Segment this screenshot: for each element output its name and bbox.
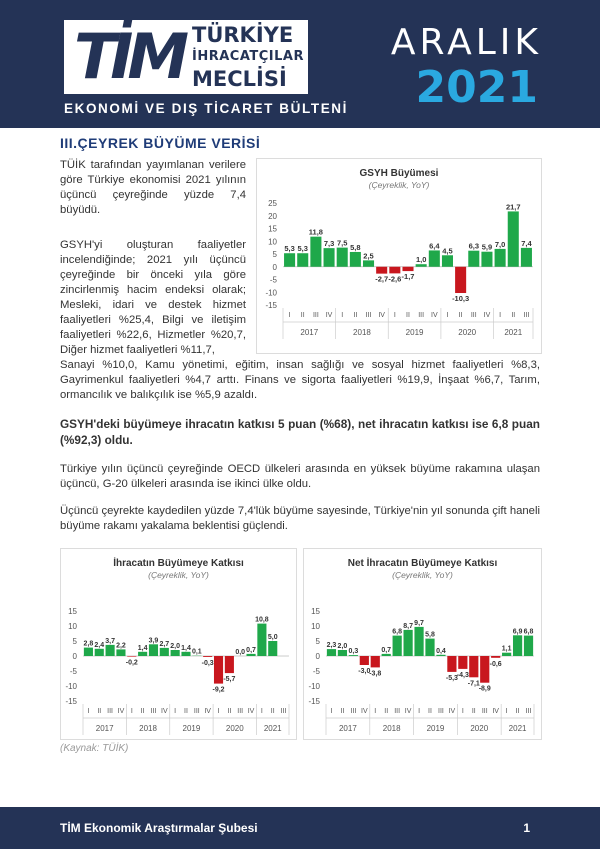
data-label: 8,7 (403, 622, 413, 630)
data-label: 5,3 (297, 244, 308, 254)
bar (502, 653, 511, 656)
data-label: -4,3 (456, 671, 469, 679)
gdp-growth-plot (257, 159, 541, 353)
quarter-label: II (406, 312, 410, 319)
data-label: -7,1 (467, 680, 480, 688)
paragraph-outlook: Üçüncü çeyrekte kaydedilen yüzde 7,4'lük büyüme sayesinde, Türkiye'nin yıl sonunda çift haneli büyüme rakamı yakalama beklentisi güçlendi. (60, 505, 540, 532)
y-tick-label: -10 (308, 682, 320, 691)
quarter-label: IV (361, 708, 368, 715)
y-tick-label: 15 (268, 224, 277, 234)
data-label: 6,3 (468, 241, 480, 251)
issue-year: 2021 (415, 62, 538, 113)
bar (442, 255, 453, 266)
y-tick-label: -5 (312, 667, 320, 676)
quarter-label: III (280, 708, 287, 715)
quarter-label: I (217, 708, 220, 715)
bar (404, 630, 413, 656)
quarter-label: I (461, 708, 464, 715)
bar (360, 656, 369, 665)
footer-bar (0, 807, 600, 849)
gdp-growth-chart (256, 158, 542, 354)
quarter-label: II (300, 312, 305, 319)
data-label: 6,4 (429, 241, 440, 251)
data-label: 5,8 (350, 242, 361, 252)
data-label: 0,7 (381, 646, 392, 654)
data-label: -2,6 (388, 274, 402, 284)
y-tick-label: -5 (69, 667, 77, 676)
quarter-label: II (184, 708, 188, 715)
bar (376, 267, 387, 274)
bar (481, 252, 492, 267)
data-label: 7,3 (323, 239, 335, 249)
quarter-label: IV (117, 708, 125, 715)
quarter-label: I (499, 312, 502, 319)
bar (138, 652, 147, 656)
year-label: 2017 (338, 724, 357, 733)
data-label: 11,8 (308, 227, 323, 237)
quarter-label: II (227, 708, 232, 715)
quarter-label: IV (431, 312, 438, 319)
bar (95, 649, 104, 656)
bar (495, 249, 506, 267)
tim-logo (64, 20, 308, 94)
bar (371, 656, 380, 667)
data-label: 2,0 (170, 643, 181, 650)
chart-title: İhracatın Büyümeye Katkısı (113, 558, 244, 569)
bar (468, 251, 479, 267)
net-export-contribution-plot (304, 549, 541, 739)
quarter-label: II (140, 708, 145, 715)
year-label: 2018 (353, 328, 371, 337)
y-tick-label: 25 (268, 199, 277, 208)
quarter-label: III (107, 708, 114, 715)
bar (214, 656, 223, 684)
quarter-label: II (428, 708, 432, 715)
year-label: 2017 (95, 724, 114, 733)
bar (414, 627, 423, 656)
data-label: 1,4 (137, 644, 148, 652)
export-contribution-plot (61, 549, 296, 739)
chart-subtitle: (Çeyreklik, YoY) (368, 180, 430, 190)
y-tick-label: 5 (72, 637, 77, 646)
quarter-label: III (150, 708, 157, 715)
quarter-label: III (438, 708, 444, 715)
bar (338, 650, 347, 656)
bar (425, 639, 434, 656)
data-label: 1,1 (501, 645, 512, 653)
quarter-label: IV (404, 708, 412, 715)
bar (491, 656, 500, 658)
y-tick-label: -5 (269, 275, 277, 285)
data-label: -2,7 (375, 274, 389, 284)
data-label: -3,0 (358, 668, 371, 675)
data-label: 6,9 (512, 628, 523, 636)
quarter-label: II (458, 312, 463, 319)
data-label: 2,4 (94, 641, 105, 649)
data-label: 3,9 (148, 637, 159, 645)
y-tick-label: 0 (315, 652, 320, 661)
data-label: 2,8 (83, 640, 94, 648)
data-label: 0,3 (348, 648, 359, 656)
data-label: 2,0 (337, 643, 348, 650)
bar (149, 644, 158, 656)
header-banner (0, 0, 600, 128)
y-tick-label: 0 (272, 262, 277, 272)
bar (84, 648, 93, 656)
quarter-label: IV (204, 708, 211, 715)
bar (447, 656, 456, 672)
data-label: 3,7 (105, 637, 115, 645)
quarter-label: III (312, 312, 319, 319)
quarter-label: IV (378, 312, 385, 319)
y-tick-label: 10 (268, 237, 277, 247)
data-label: 6,8 (392, 628, 403, 636)
bar (160, 648, 169, 656)
year-label: 2018 (382, 724, 401, 733)
quarter-label: I (393, 312, 396, 319)
quarter-label: II (511, 312, 516, 319)
quarter-label: IV (325, 312, 333, 319)
data-label: 0,7 (246, 646, 256, 654)
data-label: -1,7 (401, 272, 415, 282)
quarter-label: IV (161, 708, 168, 715)
bar (171, 650, 180, 656)
quarter-label: I (288, 312, 291, 319)
data-label: 5,3 (284, 244, 295, 254)
y-tick-label: -15 (308, 697, 320, 706)
data-label: 1,0 (415, 255, 427, 265)
bar (106, 645, 115, 656)
source-note: (Kaynak: TÜİK) (60, 743, 129, 754)
y-tick-label: 10 (311, 622, 320, 631)
data-label: 2,2 (116, 642, 126, 650)
data-label: 5,0 (267, 634, 278, 641)
bar (181, 652, 190, 656)
quarter-label: II (270, 708, 275, 715)
bar (524, 636, 533, 656)
y-tick-label: 15 (68, 607, 77, 616)
year-label: 2019 (426, 724, 445, 733)
export-contribution-chart (60, 548, 297, 740)
quarter-label: III (350, 708, 357, 715)
bar (436, 655, 445, 656)
y-tick-label: -15 (65, 697, 77, 706)
bar (327, 649, 336, 656)
data-label: 5,9 (481, 242, 493, 252)
quarter-label: II (97, 708, 102, 715)
data-label: 5,8 (425, 631, 435, 639)
quarter-label: I (418, 708, 421, 715)
data-label: -10,3 (452, 294, 470, 304)
y-tick-label: 20 (268, 211, 277, 221)
bar (337, 248, 348, 267)
bar (324, 248, 335, 267)
data-label: -0,2 (125, 659, 138, 667)
logo-line-1: TÜRKİYE (192, 23, 294, 47)
data-label: -5,3 (445, 674, 458, 682)
paragraph-export-contribution: GSYH'deki büyümeye ihracatın katkısı 5 puan (%68), net ihracatın katkısı ise 6,8 puan (%92,3) oldu. (60, 417, 540, 447)
quarter-label: III (481, 708, 488, 715)
footer-text: TİM Ekonomik Araştırmalar Şubesi (60, 821, 258, 835)
quarter-label: III (525, 708, 532, 715)
bar (284, 253, 295, 267)
year-label: 2021 (508, 724, 527, 733)
quarter-label: I (260, 708, 263, 715)
data-label: 0,1 (191, 648, 202, 656)
bar (297, 253, 308, 267)
data-label: -3,8 (369, 670, 382, 678)
chart-title: Net İhracatın Büyümeye Katkısı (347, 558, 498, 569)
bulletin-subtitle: EKONOMİ VE DIŞ TİCARET BÜLTENİ (64, 101, 349, 116)
y-tick-label: -15 (265, 301, 277, 310)
year-label: 2019 (405, 328, 424, 337)
page-number: 1 (523, 821, 530, 835)
quarter-label: II (340, 708, 345, 715)
quarter-label: III (237, 708, 244, 715)
y-tick-label: -10 (65, 682, 77, 691)
bar (382, 654, 391, 656)
bar (521, 248, 532, 267)
data-label: -0,6 (489, 660, 502, 668)
paragraph-activities-b: Sanayi %10,0, Kamu yönetimi, eğitim, insan sağlığı ve sosyal hizmet faaliyetleri %8,3, Gayrimenkul faaliyetleri %4,7 arttı. Finans ve sigorta faaliyetleri %19,9, İnşaat %6,7, Tarım, ormancılık ve balıkçılık ise %5,9 azaldı. (60, 359, 540, 401)
data-label: 21,7 (505, 202, 521, 212)
bar (349, 655, 358, 656)
bar (268, 641, 277, 656)
net-export-contribution-chart (303, 548, 542, 740)
bar (257, 624, 266, 656)
data-label: 2,3 (326, 642, 337, 650)
quarter-label: I (330, 708, 333, 715)
chart-subtitle: (Çeyreklik, YoY) (148, 570, 209, 580)
data-label: 2,5 (363, 251, 374, 261)
quarter-label: I (174, 708, 177, 715)
data-label: 2,7 (159, 640, 170, 648)
bar (393, 636, 402, 656)
bar (363, 260, 374, 266)
quarter-label: I (446, 312, 449, 319)
quarter-label: III (418, 312, 425, 319)
quarter-label: II (384, 708, 389, 715)
bar (116, 649, 125, 656)
y-tick-label: 5 (272, 250, 277, 259)
data-label: 7,0 (494, 239, 506, 249)
quarter-label: I (374, 708, 377, 715)
bar (469, 656, 478, 677)
section-title: III.ÇEYREK BÜYÜME VERİSİ (60, 135, 261, 151)
data-label: -0,3 (201, 659, 214, 667)
chart-title: GSYH Büyümesi (359, 168, 439, 179)
quarter-label: IV (492, 708, 499, 715)
bar (458, 656, 467, 669)
year-label: 2021 (263, 724, 282, 733)
year-label: 2017 (300, 328, 319, 337)
data-label: -8,9 (478, 685, 491, 693)
data-label: 10,8 (255, 616, 269, 624)
quarter-label: I (130, 708, 133, 715)
bar (203, 656, 212, 657)
quarter-label: I (505, 708, 508, 715)
paragraph-oecd: Türkiye yılın üçüncü çeyreğinde OECD ülkeleri arasında en yüksek büyüme rakamına ulaşan üçüncü, G-20 ülkeleri arasında ise ikinci ülke oldu. (60, 463, 540, 490)
paragraph-intro: TÜİK tarafından yayımlanan verilere göre Türkiye ekonomisi 2021 yılının üçüncü çeyreğinde yüzde 7,4 büyüdü. (60, 159, 246, 216)
y-tick-label: 0 (72, 652, 77, 661)
bar (513, 635, 522, 656)
bar (127, 656, 136, 657)
chart-subtitle: (Çeyreklik, YoY) (392, 570, 453, 580)
paragraph-activities-a: GSYH'yi oluşturan faaliyetler incelendiğinde; 2021 yılı üçüncü çeyreğinde bir önceki yıla göre zincirlenmiş hacim endeksi olarak; Mesleki, idari ve destek hizmet faaliyetleri %25,4, Bilgi ve iletişim faaliyetleri %22,6, Hizmetler %20,7, Diğer hizmet faaliyetleri %11,7, (60, 239, 246, 356)
logo-line-2: İHRACATÇILAR (192, 49, 304, 64)
quarter-label: III (470, 312, 477, 319)
quarter-label: I (341, 312, 344, 319)
year-label: 2020 (470, 724, 489, 733)
logo-tim-text: TİM (74, 20, 184, 93)
quarter-label: II (471, 708, 476, 715)
quarter-label: IV (247, 708, 255, 715)
issue-month: ARALIK (390, 22, 542, 63)
y-tick-label: -10 (265, 288, 277, 298)
logo-line-3: MECLİSİ (192, 67, 287, 91)
data-label: 1,4 (181, 644, 191, 652)
bar (480, 656, 489, 683)
data-label: 7,4 (521, 238, 532, 248)
bar (429, 250, 440, 266)
year-label: 2021 (504, 328, 523, 337)
bar (310, 237, 321, 267)
data-label: 6,8 (523, 628, 534, 636)
bar (350, 252, 361, 267)
data-label: 0,0 (235, 649, 246, 656)
quarter-label: IV (483, 312, 491, 319)
quarter-label: II (515, 708, 520, 715)
data-label: -5,7 (223, 676, 236, 684)
y-tick-label: 10 (68, 622, 77, 631)
year-label: 2020 (225, 724, 244, 733)
bar (455, 267, 466, 293)
data-label: -9,2 (212, 686, 225, 694)
year-label: 2019 (182, 724, 201, 733)
quarter-label: I (87, 708, 90, 715)
data-label: 7,5 (336, 238, 348, 248)
quarter-label: III (193, 708, 200, 715)
year-label: 2020 (458, 328, 477, 337)
logo-lines (192, 24, 304, 90)
y-tick-label: 5 (315, 637, 320, 646)
y-tick-label: 15 (311, 607, 320, 616)
data-label: 9,7 (414, 619, 424, 627)
bar (225, 656, 234, 673)
quarter-label: III (523, 312, 530, 319)
bar (402, 267, 413, 271)
quarter-label: III (394, 708, 401, 715)
bar (416, 264, 427, 267)
quarter-label: III (365, 312, 372, 319)
quarter-label: II (353, 312, 358, 319)
quarter-label: IV (448, 708, 456, 715)
bar (389, 267, 400, 274)
bar (508, 211, 519, 266)
bar (246, 654, 255, 656)
data-label: 0,4 (436, 647, 446, 655)
data-label: 4,5 (442, 246, 453, 256)
year-label: 2018 (139, 724, 157, 733)
